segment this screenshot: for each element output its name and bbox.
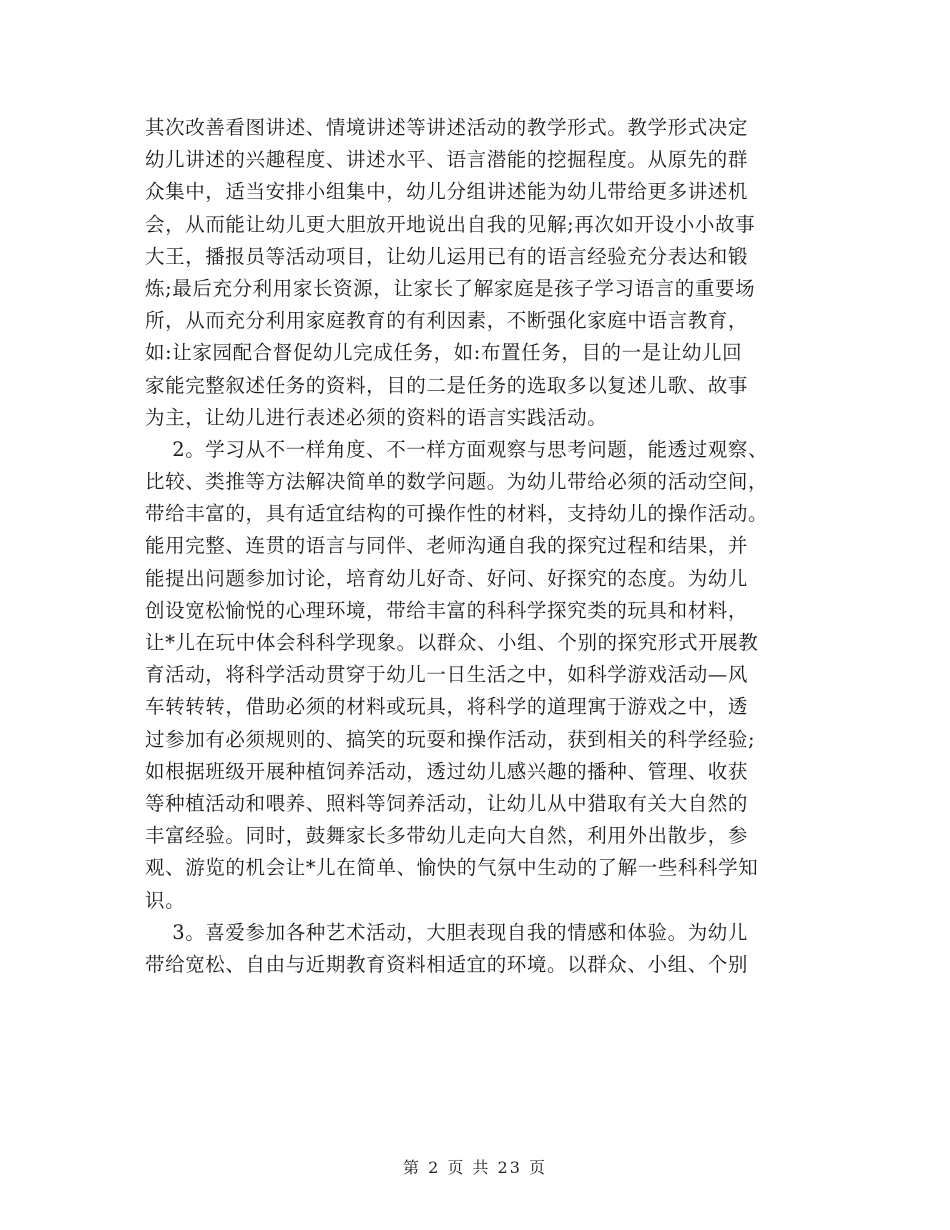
text-line: 能提出问题参加讨论，培育幼儿好奇、好问、好探究的态度。为幼儿 — [145, 566, 749, 590]
text-line: 车转转转，借助必须的材料或玩具，将科学的道理寓于游戏之中，透 — [145, 695, 749, 719]
text-line: 让*儿在玩中体会科科学现象。以群众、小组、个别的探究形式开展教 — [145, 631, 759, 654]
text-line: 为主，让幼儿进行表述必须的资料的语言实践活动。 — [145, 405, 608, 429]
text-line: 3。喜爱参加各种艺术活动，大胆表现自我的情感和体验。为幼儿 — [145, 920, 749, 944]
text-line: 炼;最后充分利用家长资源，让家长了解家庭是孩子学习语言的重要场 — [145, 276, 756, 300]
text-line: 等种植活动和喂养、照料等饲养活动，让幼儿从中猎取有关大自然的 — [145, 791, 749, 815]
text-line: 大王，播报员等活动项目，让幼儿运用已有的语言经验充分表达和锻 — [145, 244, 749, 268]
page-footer — [0, 1155, 950, 1178]
text-line: 会，从而能让幼儿更大胆放开地说出自我的见解;再次如开设小小故事 — [145, 212, 756, 236]
text-line: 家能完整叙述任务的资料，目的二是任务的选取多以复述儿歌、故事 — [145, 373, 749, 397]
text-line: 所，从而充分利用家庭教育的有利因素，不断强化家庭中语言教育， — [145, 309, 749, 333]
text-line: 带给宽松、自由与近期教育资料相适宜的环境。以群众、小组、个别 — [145, 952, 749, 976]
text-line: 众集中，适当安排小组集中，幼儿分组讲述能为幼儿带给更多讲述机 — [145, 180, 749, 204]
text-line: 能用完整、连贯的语言与同伴、老师沟通自我的探究过程和结果，并 — [145, 534, 749, 558]
text-line: 观、游览的机会让*儿在简单、愉快的气氛中生动的了解一些科科学知 — [145, 856, 759, 880]
text-line: 2。学习从不一样角度、不一样方面观察与思考问题，能透过观察、 — [145, 437, 769, 461]
text-line: 如:让家园配合督促幼儿完成任务，如:布置任务，目的一是让幼儿回 — [145, 341, 743, 365]
text-line: 过参加有必须规则的、搞笑的玩耍和操作活动，获到相关的科学经验; — [145, 727, 756, 751]
text-line: 创设宽松愉悦的心理环境，带给丰富的科科学探究类的玩具和材料， — [145, 598, 749, 622]
text-line: 识。 — [145, 888, 186, 912]
text-line: 育活动，将科学活动贯穿于幼儿一日生活之中，如科学游戏活动—风 — [145, 663, 749, 687]
text-line: 带给丰富的，具有适宜结构的可操作性的材料，支持幼儿的操作活动。 — [145, 502, 769, 526]
text-line: 比较、类推等方法解决简单的数学问题。为幼儿带给必须的活动空间， — [145, 470, 769, 494]
text-line: 幼儿讲述的兴趣程度、讲述水平、语言潜能的挖掘程度。从原先的群 — [145, 148, 749, 172]
page-number: 第 2 页 共 23 页 — [403, 1158, 547, 1177]
body-text — [145, 112, 825, 981]
text-line: 丰富经验。同时，鼓舞家长多带幼儿走向大自然，利用外出散步，参 — [145, 824, 749, 848]
text-line: 其次改善看图讲述、情境讲述等讲述活动的教学形式。教学形式决定 — [145, 116, 749, 139]
text-line: 如根据班级开展种植饲养活动，透过幼儿感兴趣的播种、管理、收获 — [145, 759, 749, 783]
